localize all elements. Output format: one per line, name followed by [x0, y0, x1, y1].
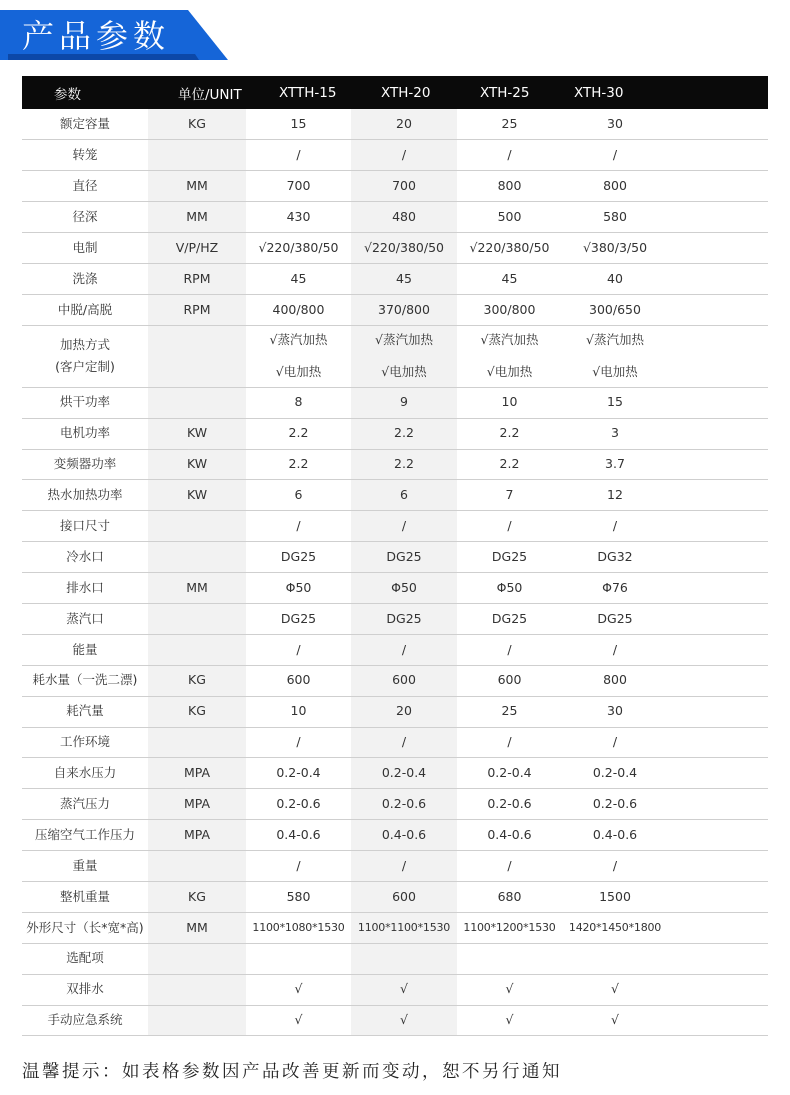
row-label: 电制 — [22, 233, 148, 264]
table-row — [22, 974, 768, 1005]
row-value: 45 — [351, 263, 457, 294]
heating-option-electric: √电加热 — [592, 363, 638, 379]
heating-option-steam: √蒸汽加热 — [269, 332, 328, 348]
heating-option-electric: √电加热 — [275, 363, 322, 379]
col-header-model-1: XTTH-15 — [246, 76, 351, 109]
table-row-heating — [22, 325, 768, 387]
row-value — [351, 943, 457, 974]
row-unit: KG — [148, 696, 246, 727]
row-value: 12 — [562, 480, 668, 511]
row-value: 15 — [246, 109, 351, 140]
row-value: 430 — [246, 202, 351, 233]
row-blank — [668, 758, 768, 789]
row-value: 8 — [246, 387, 351, 418]
col-header-param: 参数 — [22, 76, 148, 109]
row-label: 排水口 — [22, 573, 148, 604]
row-label: 转笼 — [22, 140, 148, 171]
row-value — [246, 325, 351, 387]
row-value: 680 — [457, 881, 562, 912]
row-label: 变频器功率 — [22, 449, 148, 480]
row-value: √220/380/50 — [351, 233, 457, 264]
row-value: 2.2 — [457, 418, 562, 449]
row-value: Φ50 — [351, 573, 457, 604]
row-value: 0.4-0.6 — [246, 820, 351, 851]
row-value: √ — [457, 974, 562, 1005]
row-value: √220/380/50 — [246, 233, 351, 264]
row-unit — [148, 1005, 246, 1036]
row-value: / — [246, 140, 351, 171]
row-value: 0.2-0.6 — [246, 789, 351, 820]
row-value: 45 — [457, 263, 562, 294]
row-label: 压缩空气工作压力 — [22, 820, 148, 851]
table-row — [22, 233, 768, 264]
table-row — [22, 603, 768, 634]
row-blank — [668, 696, 768, 727]
row-label: 电机功率 — [22, 418, 148, 449]
row-value: 3 — [562, 418, 668, 449]
heating-option-steam: √蒸汽加热 — [586, 332, 644, 348]
row-value: 800 — [562, 665, 668, 696]
row-value: 9 — [351, 387, 457, 418]
row-value: 0.2-0.4 — [562, 758, 668, 789]
table-row — [22, 912, 768, 943]
row-blank — [668, 233, 768, 264]
table-row — [22, 727, 768, 758]
row-unit — [148, 974, 246, 1005]
table-row — [22, 665, 768, 696]
row-value: 2.2 — [457, 449, 562, 480]
row-unit — [148, 634, 246, 665]
table-row — [22, 263, 768, 294]
row-blank — [668, 881, 768, 912]
row-blank — [668, 727, 768, 758]
row-blank — [668, 1005, 768, 1036]
row-blank — [668, 202, 768, 233]
row-value: 800 — [457, 171, 562, 202]
table-row — [22, 171, 768, 202]
row-value: 2.2 — [246, 418, 351, 449]
row-value: 7 — [457, 480, 562, 511]
table-row — [22, 202, 768, 233]
row-label — [22, 325, 148, 387]
row-value: DG25 — [562, 603, 668, 634]
row-label: 接口尺寸 — [22, 511, 148, 542]
row-value: 0.2-0.4 — [457, 758, 562, 789]
row-value: 0.2-0.4 — [351, 758, 457, 789]
row-label: 径深 — [22, 202, 148, 233]
row-blank — [668, 573, 768, 604]
row-unit: V/P/HZ — [148, 233, 246, 264]
row-value: 500 — [457, 202, 562, 233]
row-value: 2.2 — [351, 449, 457, 480]
row-label: 中脱/高脱 — [22, 294, 148, 325]
row-unit: RPM — [148, 294, 246, 325]
row-value: / — [562, 727, 668, 758]
row-value: Φ50 — [246, 573, 351, 604]
row-value: 480 — [351, 202, 457, 233]
table-row — [22, 449, 768, 480]
row-value: 25 — [457, 696, 562, 727]
row-value: 0.2-0.6 — [562, 789, 668, 820]
row-value: / — [457, 634, 562, 665]
table-row — [22, 881, 768, 912]
row-value: 40 — [562, 263, 668, 294]
row-value — [246, 943, 351, 974]
row-value: DG25 — [351, 542, 457, 573]
row-value: 800 — [562, 171, 668, 202]
col-header-model-2: XTH-20 — [351, 76, 457, 109]
row-unit — [148, 511, 246, 542]
table-row — [22, 542, 768, 573]
table-row — [22, 109, 768, 140]
row-value: 0.4-0.6 — [457, 820, 562, 851]
row-value: 30 — [562, 696, 668, 727]
table-header-row — [22, 76, 768, 109]
row-unit: KG — [148, 665, 246, 696]
row-blank — [668, 387, 768, 418]
row-value: √ — [457, 1005, 562, 1036]
table-row — [22, 140, 768, 171]
row-label: 烘干功率 — [22, 387, 148, 418]
row-value: / — [562, 140, 668, 171]
row-value: 1500 — [562, 881, 668, 912]
heating-option-electric: √电加热 — [486, 363, 533, 379]
row-blank — [668, 820, 768, 851]
row-value: / — [457, 727, 562, 758]
row-unit — [148, 943, 246, 974]
row-blank — [668, 542, 768, 573]
row-value: / — [351, 140, 457, 171]
row-label: 冷水口 — [22, 542, 148, 573]
row-value: 600 — [351, 665, 457, 696]
row-value: / — [351, 851, 457, 882]
row-blank — [668, 480, 768, 511]
row-value: / — [351, 634, 457, 665]
row-value: DG32 — [562, 542, 668, 573]
row-unit — [148, 542, 246, 573]
row-value: 20 — [351, 109, 457, 140]
row-value: 2.2 — [351, 418, 457, 449]
row-value: 15 — [562, 387, 668, 418]
row-unit: MM — [148, 573, 246, 604]
table-row — [22, 573, 768, 604]
row-unit: MM — [148, 202, 246, 233]
row-label: 手动应急系统 — [22, 1005, 148, 1036]
row-value: 370/800 — [351, 294, 457, 325]
row-unit: KG — [148, 109, 246, 140]
page-title: 产品参数 — [22, 17, 171, 55]
row-value: 600 — [246, 665, 351, 696]
row-value: 3.7 — [562, 449, 668, 480]
row-unit: KW — [148, 418, 246, 449]
row-value: / — [351, 727, 457, 758]
col-header-model-4: XTH-30 — [562, 76, 668, 109]
row-label: 工作环境 — [22, 727, 148, 758]
row-label: 整机重量 — [22, 881, 148, 912]
row-value: 1100*1200*1530 — [457, 912, 562, 943]
row-unit — [148, 140, 246, 171]
row-value: 0.2-0.6 — [457, 789, 562, 820]
row-unit — [148, 603, 246, 634]
row-value: 0.2-0.6 — [351, 789, 457, 820]
row-value: 700 — [351, 171, 457, 202]
row-value — [351, 325, 457, 387]
row-label: 自来水压力 — [22, 758, 148, 789]
row-value: 0.4-0.6 — [562, 820, 668, 851]
row-blank — [668, 851, 768, 882]
row-value: 700 — [246, 171, 351, 202]
row-unit: RPM — [148, 263, 246, 294]
row-value: √220/380/50 — [457, 233, 562, 264]
row-label: 重量 — [22, 851, 148, 882]
row-value: DG25 — [457, 542, 562, 573]
row-label: 额定容量 — [22, 109, 148, 140]
row-value: √380/3/50 — [562, 233, 668, 264]
row-value: / — [457, 511, 562, 542]
spec-table — [22, 76, 768, 1036]
row-value: 580 — [246, 881, 351, 912]
row-value: 45 — [246, 263, 351, 294]
row-value: Φ76 — [562, 573, 668, 604]
footer-note: 温馨提示：如表格参数因产品改善更新而变动，恕不另行通知 — [22, 1062, 562, 1082]
row-value: DG25 — [246, 542, 351, 573]
row-blank — [668, 789, 768, 820]
heating-label: 加热方式 — [59, 337, 110, 353]
row-unit: MM — [148, 912, 246, 943]
row-value: √ — [246, 974, 351, 1005]
row-value: √ — [351, 974, 457, 1005]
row-value: 6 — [246, 480, 351, 511]
row-value: / — [246, 851, 351, 882]
row-unit: KG — [148, 881, 246, 912]
row-value: / — [351, 511, 457, 542]
row-value: / — [562, 634, 668, 665]
row-value: 25 — [457, 109, 562, 140]
row-value: / — [562, 851, 668, 882]
row-unit: MPA — [148, 789, 246, 820]
row-value: √ — [562, 1005, 668, 1036]
row-unit — [148, 851, 246, 882]
row-value — [457, 325, 562, 387]
row-value: 1100*1080*1530 — [246, 912, 351, 943]
row-value: / — [246, 634, 351, 665]
row-value — [562, 325, 668, 387]
col-header-blank — [668, 76, 768, 109]
row-value: / — [457, 851, 562, 882]
row-unit — [148, 325, 246, 387]
row-unit — [148, 387, 246, 418]
row-blank — [668, 912, 768, 943]
row-value: / — [457, 140, 562, 171]
row-value: 30 — [562, 109, 668, 140]
row-value: √ — [351, 1005, 457, 1036]
row-value: 0.4-0.6 — [351, 820, 457, 851]
table-row — [22, 851, 768, 882]
title-banner — [0, 10, 228, 60]
row-unit: MM — [148, 171, 246, 202]
row-blank — [668, 294, 768, 325]
row-unit: KW — [148, 480, 246, 511]
row-unit: KW — [148, 449, 246, 480]
table-row — [22, 789, 768, 820]
row-value — [457, 943, 562, 974]
row-label: 选配项 — [22, 943, 148, 974]
row-blank — [668, 449, 768, 480]
row-value: √ — [246, 1005, 351, 1036]
row-value: 6 — [351, 480, 457, 511]
row-label: 耗汽量 — [22, 696, 148, 727]
row-value: 0.2-0.4 — [246, 758, 351, 789]
row-blank — [668, 974, 768, 1005]
row-value: 10 — [246, 696, 351, 727]
row-blank — [668, 325, 768, 387]
table-body — [22, 109, 768, 1036]
table-row — [22, 418, 768, 449]
heating-option-electric: √电加热 — [381, 363, 427, 379]
row-value: √ — [562, 974, 668, 1005]
row-blank — [668, 603, 768, 634]
row-label: 蒸汽压力 — [22, 789, 148, 820]
row-blank — [668, 263, 768, 294]
row-value — [562, 943, 668, 974]
table-row — [22, 480, 768, 511]
row-value: DG25 — [457, 603, 562, 634]
row-blank — [668, 511, 768, 542]
table-row — [22, 634, 768, 665]
row-value: 300/800 — [457, 294, 562, 325]
row-value: 580 — [562, 202, 668, 233]
table-row — [22, 1005, 768, 1036]
table-row — [22, 758, 768, 789]
row-value: DG25 — [351, 603, 457, 634]
col-header-unit: 单位/UNIT — [148, 76, 246, 109]
row-value: 300/650 — [562, 294, 668, 325]
row-blank — [668, 140, 768, 171]
col-header-model-3: XTH-25 — [457, 76, 562, 109]
row-label: 直径 — [22, 171, 148, 202]
row-label: 蒸汽口 — [22, 603, 148, 634]
table-row — [22, 696, 768, 727]
row-blank — [668, 943, 768, 974]
heating-option-steam: √蒸汽加热 — [480, 332, 539, 348]
row-label: 双排水 — [22, 974, 148, 1005]
row-blank — [668, 171, 768, 202]
table-row — [22, 511, 768, 542]
row-unit: MPA — [148, 758, 246, 789]
row-value: 20 — [351, 696, 457, 727]
row-value: 10 — [457, 387, 562, 418]
row-value: / — [246, 511, 351, 542]
table-row — [22, 820, 768, 851]
row-blank — [668, 418, 768, 449]
row-label: 洗涤 — [22, 263, 148, 294]
table-row — [22, 294, 768, 325]
row-value: 2.2 — [246, 449, 351, 480]
heating-label-note: (客户定制) — [55, 358, 115, 374]
row-blank — [668, 665, 768, 696]
row-value: / — [562, 511, 668, 542]
row-value: 1100*1100*1530 — [351, 912, 457, 943]
row-blank — [668, 109, 768, 140]
heating-option-steam: √蒸汽加热 — [375, 332, 433, 348]
row-value: 1420*1450*1800 — [562, 912, 668, 943]
row-label: 能量 — [22, 634, 148, 665]
row-label: 耗水量（一洗二漂) — [22, 665, 148, 696]
row-unit — [148, 727, 246, 758]
row-value: 600 — [351, 881, 457, 912]
row-value: 600 — [457, 665, 562, 696]
table-row — [22, 943, 768, 974]
row-value: / — [246, 727, 351, 758]
table-row — [22, 387, 768, 418]
row-blank — [668, 634, 768, 665]
row-value: Φ50 — [457, 573, 562, 604]
row-value: 400/800 — [246, 294, 351, 325]
row-value: DG25 — [246, 603, 351, 634]
row-unit: MPA — [148, 820, 246, 851]
row-label: 外形尺寸（长*宽*高) — [22, 912, 148, 943]
row-label: 热水加热功率 — [22, 480, 148, 511]
